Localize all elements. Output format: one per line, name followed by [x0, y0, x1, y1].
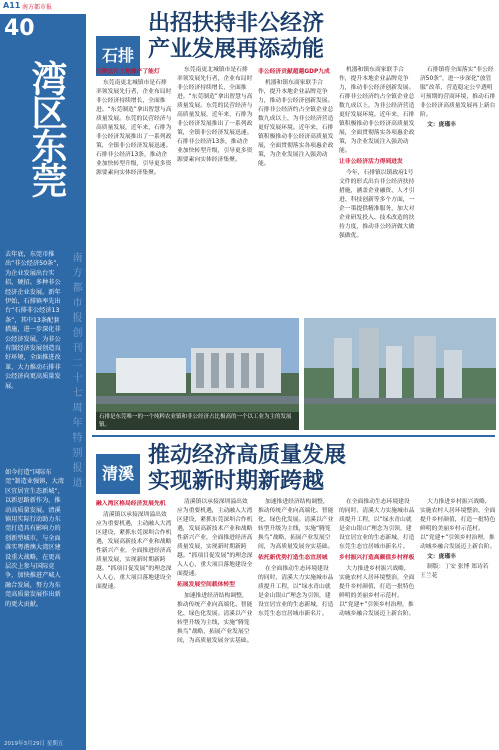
paragraph: 东莞南更北城镇市是石排率领发展先行者，企业布局时非公经济持续增长，全面推进。“东莞制造”拿出智慧与高质量发展。东莞的民营经济与高质量发展，近年来，石排为非公经济发展推出了一系列政策，全镇非公经济发展迅速。石排非公经济13条，推动企业加快转型升级，引导更多资源要素向实体经济集聚。 [96, 80, 172, 176]
city-photo-illustration [304, 318, 496, 430]
sidebar-paragraph: 去年底，东莞市推出“非公经济50条”，为企业发展出台实招，硬招。多种非公经济企业发展。新年伊始，石排镇率先出台“石排非公经济13条”，其中13条配套措施，进一步深化非公经济发展，为非公有制经济发展创造良好环境，全面推进改革，大力推动石排非公经济向更高质量发展。 [5, 251, 63, 390]
article-column [177, 66, 253, 316]
paragraph: 石排镇将全面落实“非公经济50条”，进一步深化“放管服”改革，营造稳定公平透明可预期的营商环境，推动石排非公经济高质量发展再上新台阶。 [420, 67, 496, 118]
subheading: 融入湾区格局经济发展先机 [96, 501, 166, 507]
subheading: 非公经济贡献超越GDP九成 [258, 69, 330, 75]
city-photo [304, 318, 496, 430]
sidebar [0, 0, 86, 750]
article-tag: 石排 [96, 36, 140, 76]
paragraph: 机器和镇东商家联手合作，提升本地企业品牌竞争力，推动非公经济创新发展。石排非公经济约占全镇企业总数九成以上，为非公经济营造更好发展环境。近年来，石排镇积极推动非公经济高质量发展，全面贯彻落实各项惠企政策，为企业发展注入强劲动能。 [258, 80, 334, 167]
article-tag: 清溪 [96, 454, 140, 494]
article-column [177, 498, 253, 743]
subheading: 拓展发展空间载体转型 [177, 582, 235, 588]
newspaper-logo: A11 [3, 1, 21, 10]
article-body [96, 498, 496, 743]
article-column [258, 66, 334, 316]
article-column [339, 498, 415, 743]
article-column [339, 66, 415, 316]
subheading: 石排这片土地爆产了能灯 [96, 69, 160, 75]
paragraph: 大力推进乡村振兴战略，实施农村人居环境整治，全面提升乡村颜值，打造一批特色鲜明的美丽乡村示范村。以“党建+”引领乡村治理，推动城乡融合发展迈上新台阶。 [339, 566, 415, 617]
paragraph: 加速推进经济结构调整，推动传统产业向高端化、智能化、绿色化发展。清溪以产业转型升级为主线，实施“腾笼换鸟”战略，拓展产业发展空间，为高质量发展夯实基础。 [258, 499, 334, 550]
author: 文：庞瑾丰 [426, 122, 456, 128]
masthead [0, 0, 86, 14]
sidebar-paragraph: 如今打造“国际东莞”制造业强镇，大湾区宜居宜生态新城”，以新思路新作为，推动高质量发展。清溪镇用实际行动助力东莞打造具有影响力的创新型城市，与全面落实粤港澳大湾区建设重大战略，在更高层次上参与国际竞争，加快推进产城人融合发展，努力为东莞高质量发展作出新的更大贡献。 [5, 469, 64, 608]
article-column [96, 498, 172, 743]
paragraph: 东莞南更北城镇市是石排率领发展先行者，企业布局时非公经济持续增长，全面推进。“东莞制造”拿出智慧与高质量发展。东莞的民营经济与高质量发展，近年来，石排为非公经济发展推出了一系列政策，全镇非公经济发展迅速。石排非公经济13条，推动企业加快转型升级，引导更多资源要素向实体经济集聚。 [177, 67, 253, 163]
paragraph: 机器和镇东商家联手合作，提升本地企业品牌竞争力，推动非公经济创新发展。石排非公经济约占全镇企业总数九成以上，为非公经济营造更好发展环境。近年来，石排镇积极推动非公经济高质量发展，全面贯彻落实各项惠企政策，为企业发展注入强劲动能。 [339, 67, 415, 154]
subheading: 依托新优势打造生态宜居城 [258, 555, 328, 561]
headline-line: 出招扶持非公经济 [148, 10, 325, 36]
subheading: 乡村振兴打造高颜值乡村样板 [339, 555, 415, 561]
article-column [420, 66, 496, 316]
paragraph: 清溪镇以承接深圳溢出效应为重要机遇，主动融入大湾区建设，紧抓东莞深圳合作机遇，发展高新技术产业和战略性新兴产业，全面推进经济高质量发展，实现新时期新跨越。“抓项目促发展”的理念深入人心，重大项目落地建设全面提速。 [177, 499, 253, 577]
article-column [258, 498, 334, 743]
paragraph: 在全面推动生态环境建设的同时，清溪大力实施城市品质提升工程，以“绿水青山就是金山银山”理念为引领，建设宜居宜业的生态新城，打造东莞生态宜居城市新名片。 [339, 499, 415, 550]
article-column [96, 66, 172, 316]
subheading: 让非公经济活力得到进发 [339, 159, 403, 165]
paragraph: 今年，石排镇以镇政府1号文件的形式出台非公经济扶持措施，涵盖企业融资、人才引进、科技创新等多个方面，一企一策提供精准服务，加大对企业研发投入、技术改造的扶持力度，推动非公经济做大做强做优。 [339, 170, 415, 239]
article-column [420, 498, 496, 743]
photo-caption: 石排是东莞唯一的一个纯粹农业镇和非公经济占比极高的一个以工业为主的发展镇。 [96, 412, 299, 430]
paragraph: 加速推进经济结构调整，推动传统产业向高端化、智能化、绿色化发展。清溪以产业转型升级为主线，实施“腾笼换鸟”战略，拓展产业发展空间，为高质量发展夯实基础。 [177, 593, 253, 644]
paragraph: 清溪镇以承接深圳溢出效应为重要机遇，主动融入大湾区建设，紧抓东莞深圳合作机遇，发展高新技术产业和战略性新兴产业，全面推进经济高质量发展，实现新时期新跨越。“抓项目促发展”的理念深入人心，重大项目落地建设全面提速。 [96, 512, 172, 590]
article-body [96, 66, 496, 316]
section-divider [92, 435, 495, 437]
headline-line: 产业发展再添动能 [148, 36, 325, 62]
page-number: 40 [4, 16, 35, 41]
headline-line: 实现新时期新跨越 [148, 468, 325, 494]
paragraph: 在全面推动生态环境建设的同时，清溪大力实施城市品质提升工程，以“绿水青山就是金山银山”理念为引领，建设宜居宜业的生态新城，打造东莞生态宜居城市新名片。 [258, 566, 334, 617]
newspaper-edition: 南方都市报 [22, 4, 53, 11]
section-title: 湾区东莞 [26, 60, 68, 196]
factory-photo [96, 318, 299, 430]
headline-line: 推动经济高质量发展 [148, 442, 347, 468]
headline [148, 442, 346, 494]
author: 文：庞瑾丰 [426, 554, 456, 560]
paragraph: 大力推进乡村振兴战略，实施农村人居环境整治，全面提升乡村颜值，打造一批特色鲜明的美丽乡村示范村。以“党建+”引领乡村治理，推动城乡融合发展迈上新台阶。 [420, 499, 496, 550]
headline [148, 10, 324, 62]
page-footer: 2019年3月29日 星期五 [4, 741, 64, 747]
vertical-label: 南方都市报创刊二十七周年特别报道 [70, 252, 81, 492]
credits: 制版：丁安 张博 郑诗若 王兰花 [420, 564, 489, 579]
